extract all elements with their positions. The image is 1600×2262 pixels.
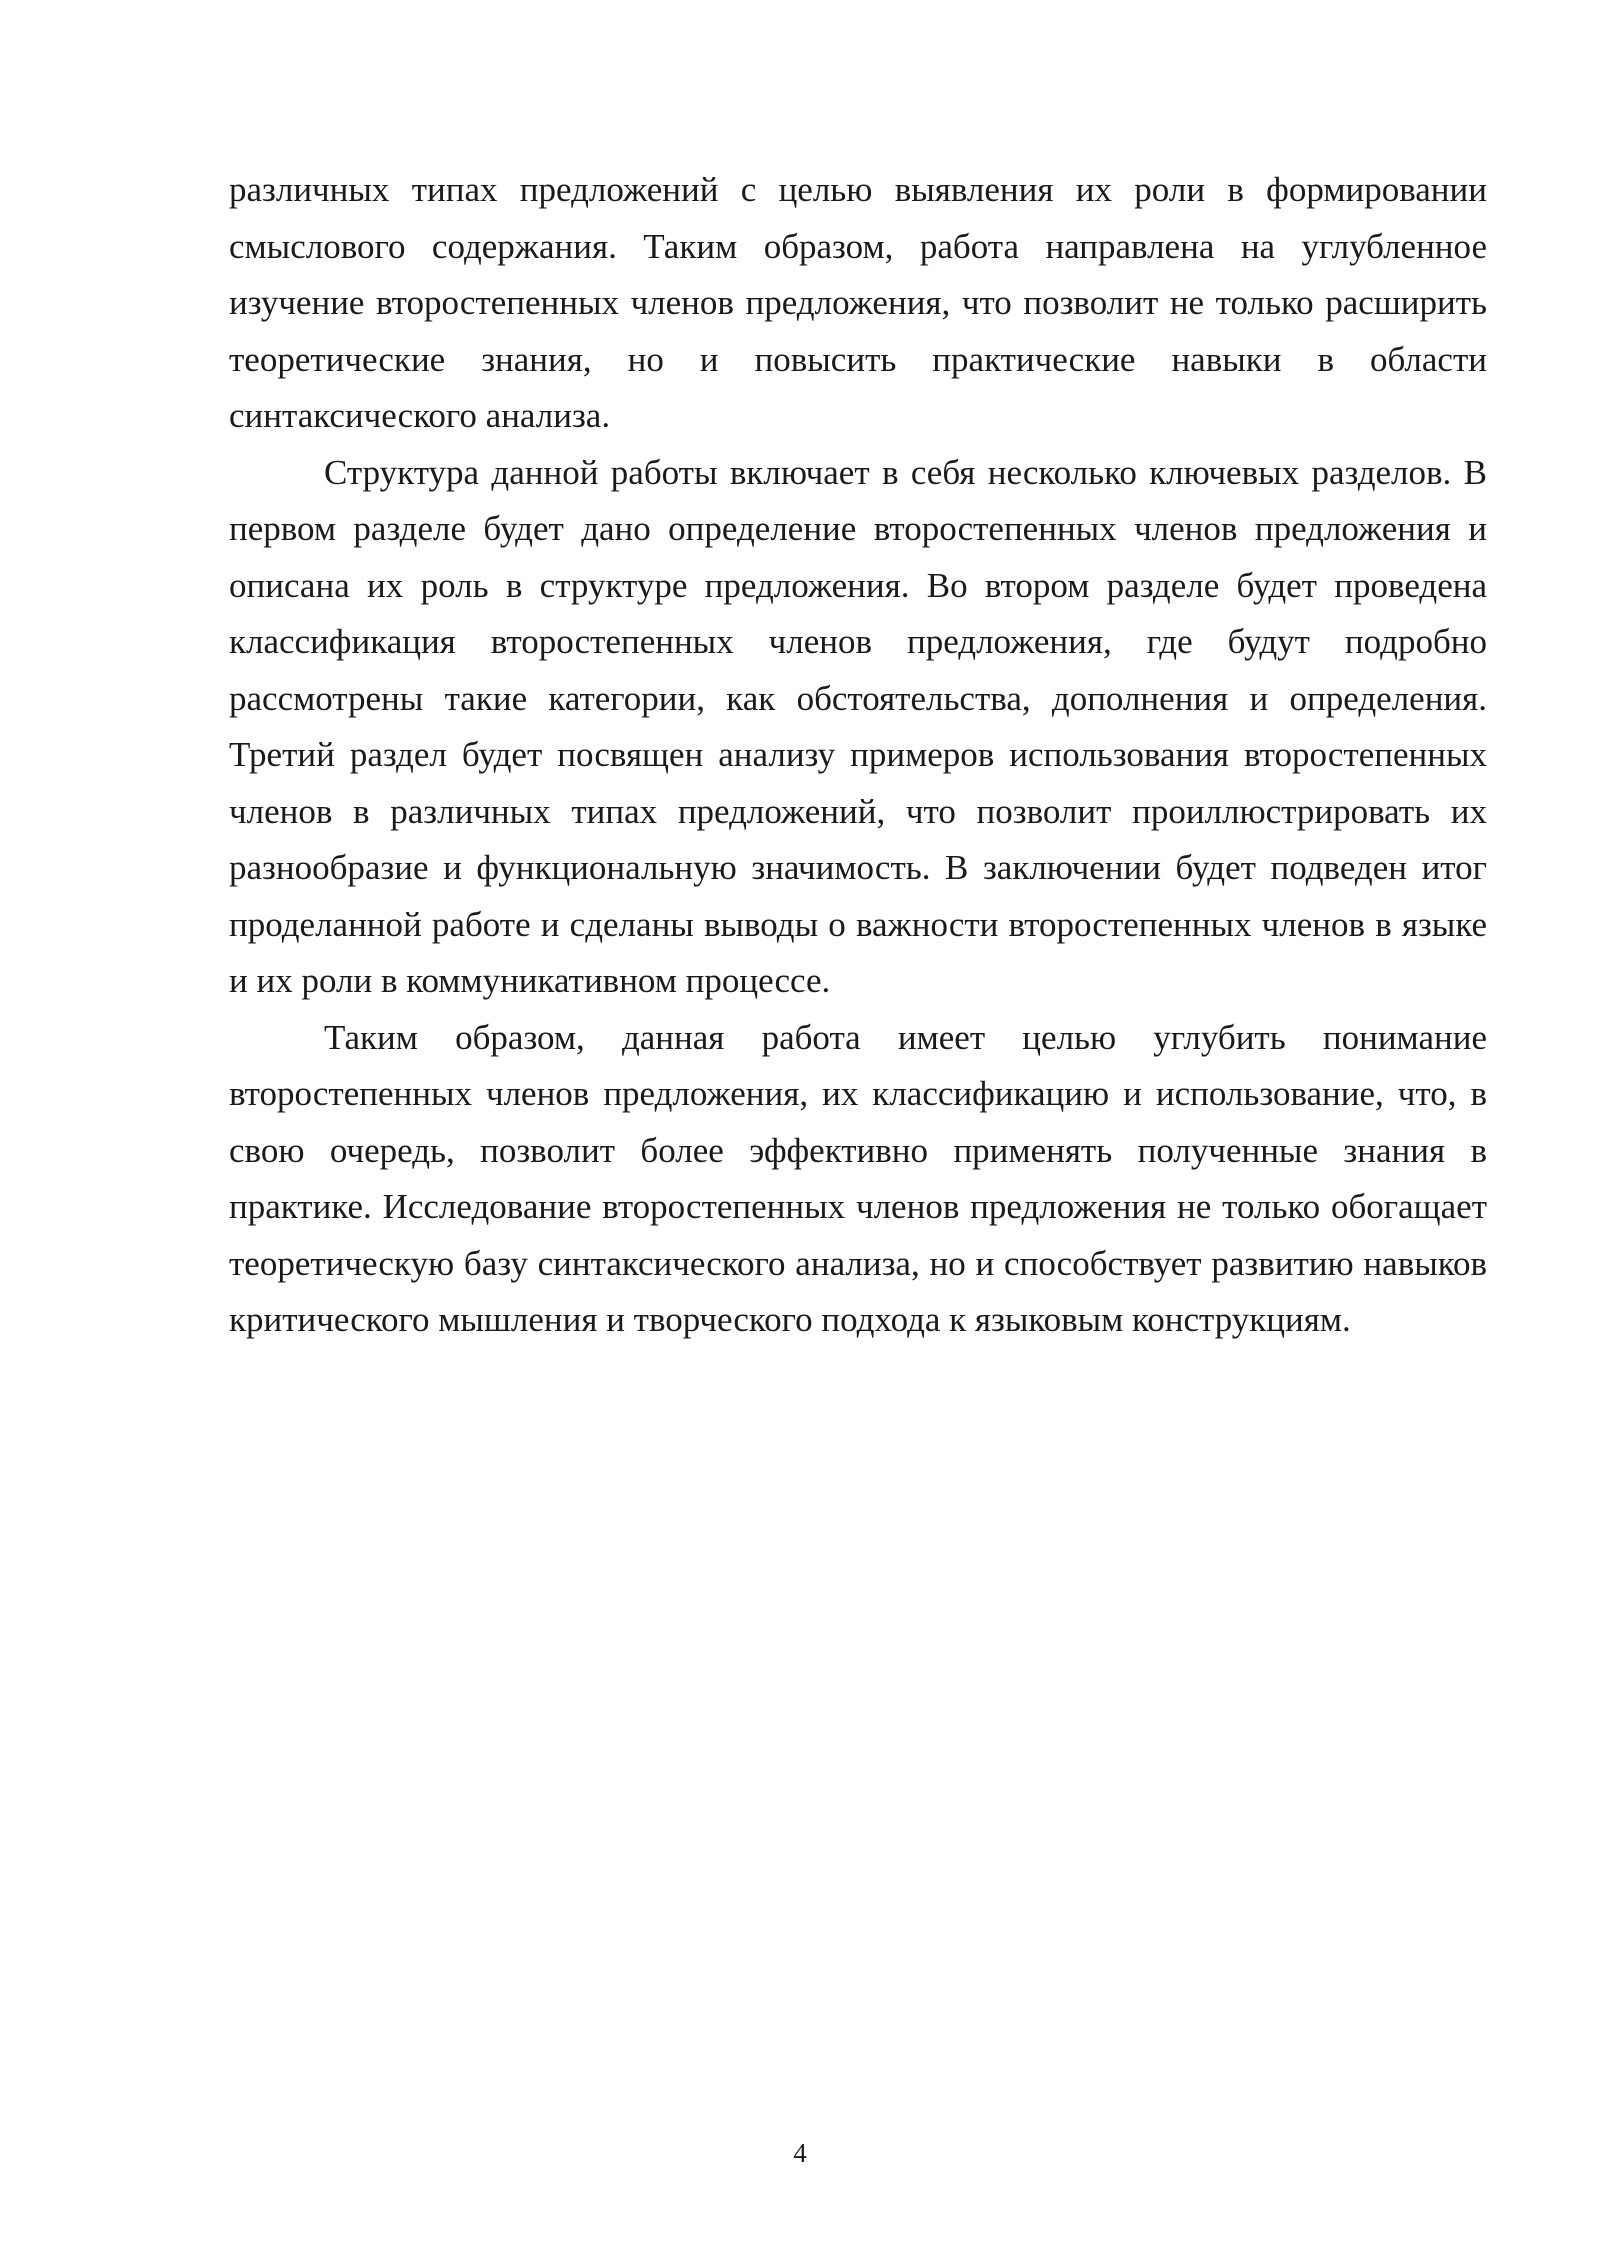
paragraph-conclusion: Таким образом, данная работа имеет целью углубить понимание второстепенных членов предложения, их классификацию и использование, что, в свою очередь, позволит более эффективно применять полученные знания в практике. Исследование второстепенных членов предложения не только обогащает теоретическую базу синтаксического анализа, но и способствует развитию навыков критического мышления и творческого подхода к языковым конструкциям. (229, 1017, 1487, 1339)
paragraph-continuation: различных типах предложений с целью выявления их роли в формировании смыслового содержания. Таким образом, работа направлена на углубленное изучение второстепенных членов предложения, что позволит не только расширить теоретические знания, но и повысить практические навыки в области синтаксического анализа. (229, 170, 1487, 435)
page-number: 4 (793, 2138, 807, 2168)
paragraph-structure: Структура данной работы включает в себя несколько ключевых разделов. В первом разделе будет дано определение второстепенных членов предложения и описана их роль в структуре предложения. Во втором разделе будет проведена классификация второстепенных членов предложения, где будут подробно рассмотрены такие категории, как обстоятельства, дополнения и определения. Третий раздел будет посвящен анализу примеров использования второстепенных членов в различных типах предложений, что позволит проиллюстрировать их разнообразие и функциональную значимость. В заключении будет подведен итог проделанной работе и сделаны выводы о важности второстепенных членов в языке и их роли в коммуникативном процессе. (229, 452, 1487, 1000)
body-text (229, 162, 1487, 1349)
